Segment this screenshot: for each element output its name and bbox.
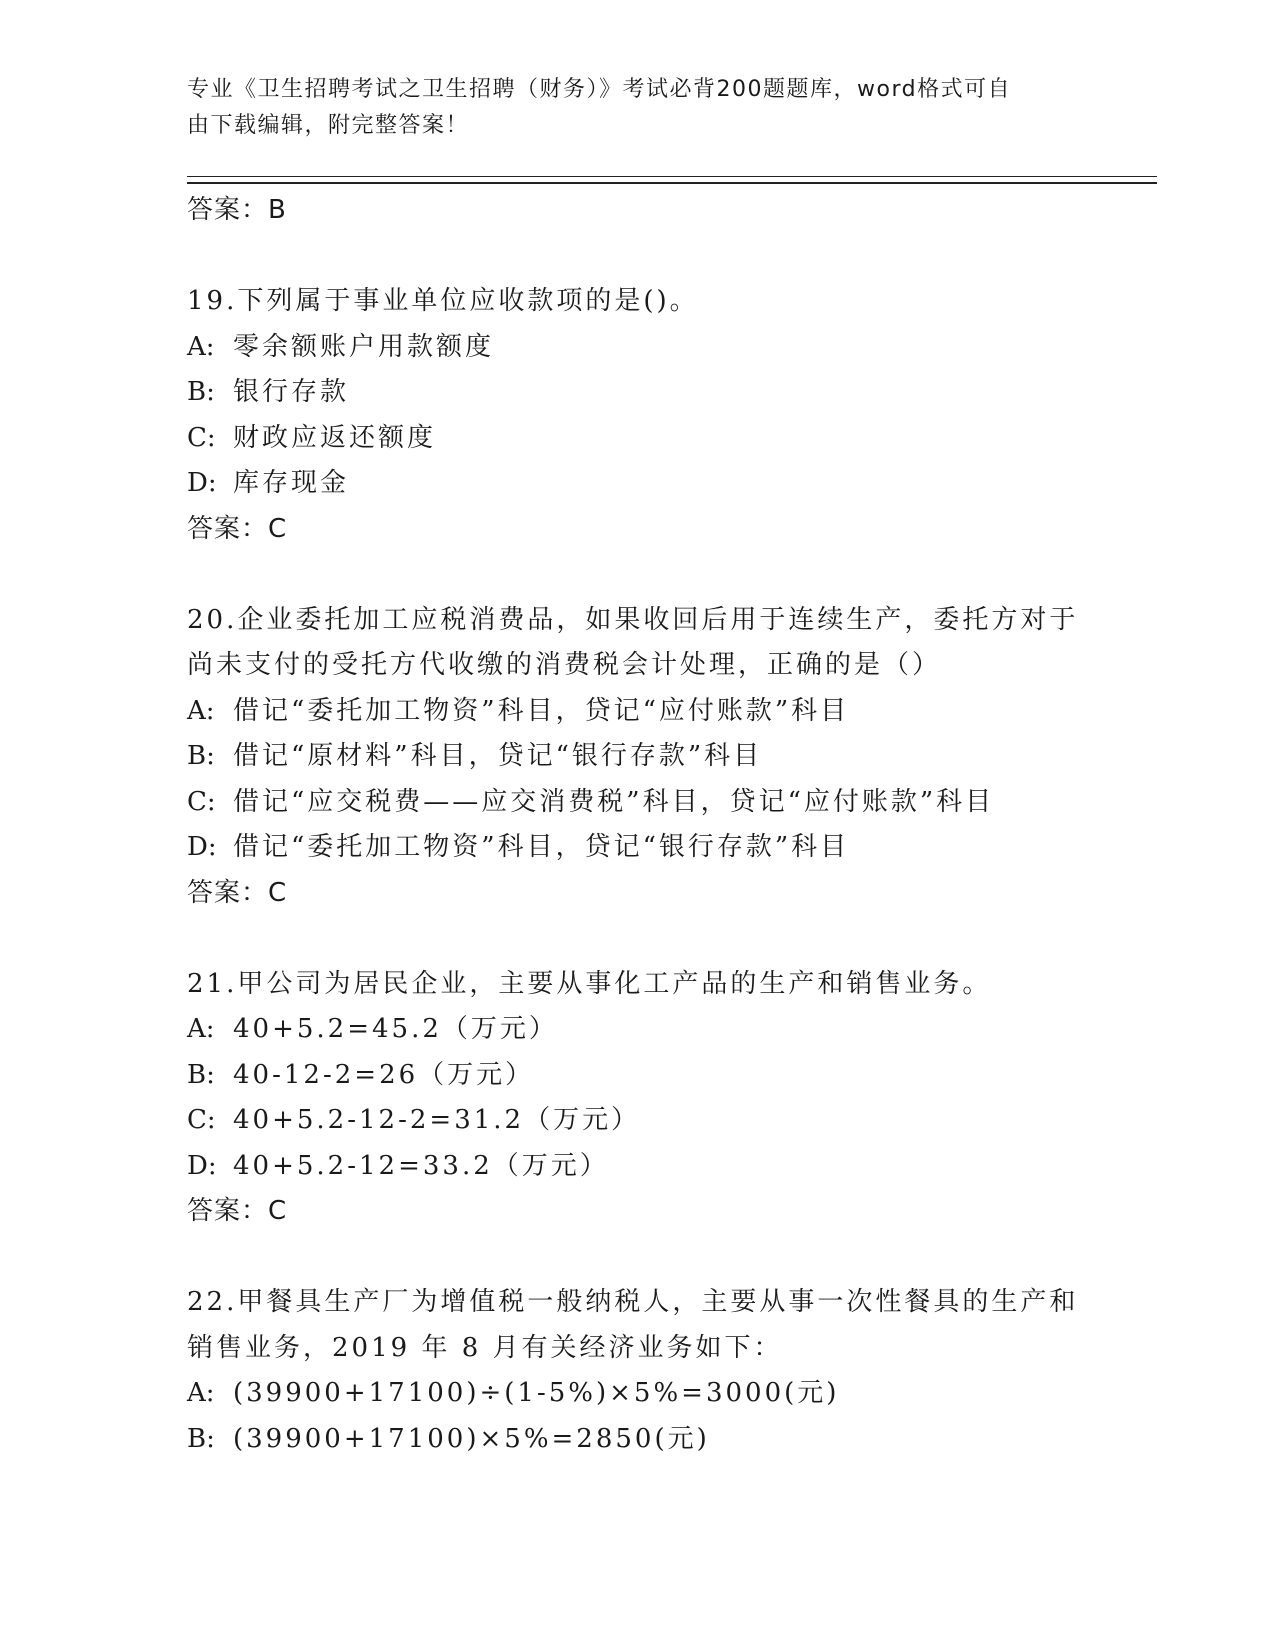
option-b: B: (39900+17100)×5%=2850(元) bbox=[187, 1423, 710, 1454]
option-c: C: 借记“应交税费——应交消费税”科目，贷记“应付账款”科目 bbox=[187, 786, 995, 817]
option-a: A: 借记“委托加工物资”科目，贷记“应付账款”科目 bbox=[187, 695, 850, 726]
option-a: A: 零余额账户用款额度 bbox=[187, 331, 495, 362]
question-20 bbox=[187, 598, 1087, 917]
document-header bbox=[187, 72, 1087, 144]
option-c: C: 财政应返还额度 bbox=[187, 422, 437, 453]
question-stem: 19.下列属于事业单位应收款项的是()。 bbox=[187, 286, 699, 316]
header-line-1: 专业《卫生招聘考试之卫生招聘（财务）》考试必背200题题库，word格式可自 bbox=[187, 77, 1012, 102]
option-c: C: 40+5.2-12-2=31.2（万元） bbox=[187, 1105, 641, 1135]
question-list bbox=[187, 188, 1087, 1462]
question-22 bbox=[187, 1280, 1087, 1462]
answer-line: 答案：B bbox=[187, 195, 287, 225]
option-a: A: (39900+17100)÷(1-5%)×5%=3000(元) bbox=[187, 1378, 840, 1408]
option-d: D: 库存现金 bbox=[187, 468, 350, 498]
question-stem: 21.甲公司为居民企业，主要从事化工产品的生产和销售业务。 bbox=[187, 968, 992, 999]
question-stem-cont: 销售业务，2019 年 8 月有关经济业务如下： bbox=[187, 1332, 783, 1363]
answer-line: 答案：C bbox=[187, 513, 288, 544]
header-divider-thick bbox=[187, 182, 1157, 184]
question-21 bbox=[187, 962, 1087, 1235]
answer-line: 答案：C bbox=[187, 1196, 288, 1226]
header-divider-thin bbox=[187, 176, 1157, 177]
question-stem-cont: 尚未支付的受托方代收缴的消费税会计处理，正确的是（） bbox=[187, 650, 942, 680]
option-b: B: 借记“原材料”科目，贷记“银行存款”科目 bbox=[187, 741, 763, 771]
option-d: D: 40+5.2-12=33.2（万元） bbox=[187, 1150, 609, 1181]
option-b: B: 银行存款 bbox=[187, 377, 350, 407]
question-stem: 20.企业委托加工应税消费品，如果收回后用于连续生产，委托方对于 bbox=[187, 604, 1079, 635]
option-a: A: 40+5.2=45.2（万元） bbox=[187, 1014, 558, 1044]
question-19 bbox=[187, 279, 1087, 552]
option-b: B: 40-12-2=26（万元） bbox=[187, 1059, 535, 1090]
question-stem: 22.甲餐具生产厂为增值税一般纳税人，主要从事一次性餐具的生产和 bbox=[187, 1287, 1079, 1317]
answer-line: 答案：C bbox=[187, 877, 288, 908]
option-d: D: 借记“委托加工物资”科目，贷记“银行存款”科目 bbox=[187, 832, 850, 862]
header-line-2: 由下载编辑，附完整答案！ bbox=[187, 113, 470, 138]
